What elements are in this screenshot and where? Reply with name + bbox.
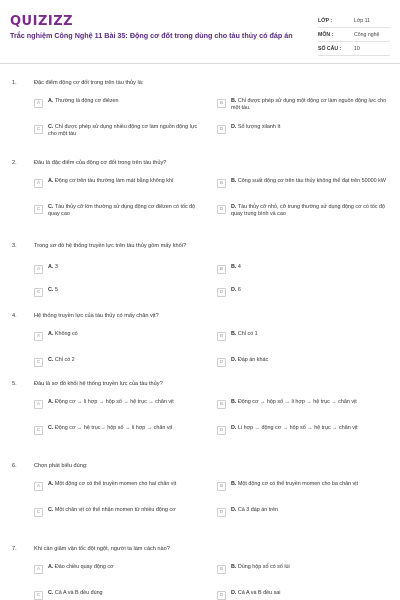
question-number: 2. <box>12 160 17 166</box>
answer-option-b[interactable] <box>217 564 387 574</box>
answer-option-d[interactable] <box>217 425 387 435</box>
option-prefix: A. <box>48 564 54 570</box>
option-prefix: B. <box>231 98 237 104</box>
question-number: 7. <box>12 546 17 552</box>
option-text: 3 <box>54 264 58 270</box>
option-letter-badge: D <box>217 288 226 297</box>
answer-option-b[interactable] <box>217 264 387 274</box>
option-text: Một động cơ có thể truyền momen cho hai chân vịt <box>54 481 177 487</box>
answer-option-b[interactable] <box>217 98 387 112</box>
option-text: Không có <box>54 331 78 337</box>
option-text-wrap <box>48 564 114 571</box>
option-text-wrap <box>48 590 103 597</box>
option-letter-badge: C <box>34 205 43 214</box>
option-text-wrap <box>48 399 174 406</box>
answer-option-d[interactable] <box>217 507 387 517</box>
option-text-wrap <box>48 124 204 138</box>
option-text: Động cơ → hệ trục→ hộp số → li hợp → chân vịt <box>54 425 173 431</box>
answer-option-b[interactable] <box>217 481 387 491</box>
option-text-wrap <box>48 481 176 488</box>
question-text: Đâu là đặc điểm của động cơ đốt trong trên tàu thủy? <box>34 160 167 166</box>
answer-option-a[interactable] <box>34 178 204 188</box>
answer-option-b[interactable] <box>217 178 387 188</box>
option-letter-badge: B <box>217 482 226 491</box>
option-prefix: B. <box>231 331 237 337</box>
option-text: Công suất động cơ trên tàu thủy không thể đạt trên 50000 kW <box>237 178 386 184</box>
option-letter-badge: B <box>217 99 226 108</box>
answer-option-c[interactable] <box>34 590 204 600</box>
option-letter-badge: A <box>34 99 43 108</box>
option-text-wrap <box>231 98 387 112</box>
answer-option-d[interactable] <box>217 287 387 297</box>
option-text: Chỉ có 1 <box>237 331 258 337</box>
option-text: Cả A và B đều sai <box>237 590 281 596</box>
option-text: Một động cơ có thể truyền momen cho ba chân vịt <box>237 481 359 487</box>
answer-option-a[interactable] <box>34 399 204 409</box>
option-letter-badge: A <box>34 482 43 491</box>
question-block <box>12 381 390 441</box>
option-text: Đảo chiều quay động cơ <box>54 564 114 570</box>
question-block <box>12 243 390 303</box>
option-text-wrap <box>48 264 58 271</box>
meta-key: LỚP : <box>318 17 333 24</box>
question-text: Chọn phát biểu đúng: <box>34 463 88 469</box>
meta-row-count <box>318 42 390 56</box>
answer-option-a[interactable] <box>34 98 204 108</box>
answer-option-d[interactable] <box>217 590 387 600</box>
question-block <box>12 80 390 140</box>
option-prefix: B. <box>231 481 237 487</box>
option-letter-badge: B <box>217 332 226 341</box>
answer-option-c[interactable] <box>34 507 204 517</box>
option-text-wrap <box>231 178 386 185</box>
option-prefix: D. <box>231 357 237 363</box>
option-prefix: A. <box>48 399 54 405</box>
option-prefix: A. <box>48 481 54 487</box>
answer-option-b[interactable] <box>217 399 387 409</box>
option-prefix: B. <box>231 178 237 184</box>
option-text: Số lượng xilanh ít <box>237 124 281 130</box>
answer-option-a[interactable] <box>34 264 204 274</box>
option-prefix: D. <box>231 124 237 130</box>
answer-option-c[interactable] <box>34 287 204 297</box>
meta-value: Lớp 11 <box>354 17 370 24</box>
option-text-wrap <box>231 590 280 597</box>
question-text: Đặc điểm động cơ đốt trong trên tàu thủy là: <box>34 80 144 86</box>
question-number: 1. <box>12 80 17 86</box>
answer-option-b[interactable] <box>217 331 387 341</box>
option-letter-badge: C <box>34 358 43 367</box>
question-number: 4. <box>12 313 17 319</box>
option-text: Động cơ trên tàu thường làm mát bằng không khí <box>54 178 174 184</box>
meta-row-subject <box>318 28 390 42</box>
question-text: Hệ thống truyền lực của tàu thủy có mấy chân vịt? <box>34 313 159 319</box>
answer-option-a[interactable] <box>34 481 204 491</box>
option-letter-badge: D <box>217 426 226 435</box>
option-text-wrap <box>48 204 204 218</box>
meta-value: Công nghệ <box>354 31 380 38</box>
option-letter-badge: A <box>34 400 43 409</box>
answer-option-c[interactable] <box>34 357 204 367</box>
option-letter-badge: B <box>217 400 226 409</box>
option-text: Li hợp → động cơ → hộp số → hệ trục → chân vịt <box>237 425 358 431</box>
question-number: 3. <box>12 243 17 249</box>
option-prefix: C. <box>48 204 54 210</box>
option-letter-badge: B <box>217 179 226 188</box>
option-text: Đáp án khác <box>237 357 269 363</box>
option-prefix: C. <box>48 425 54 431</box>
answer-option-a[interactable] <box>34 331 204 341</box>
option-prefix: C. <box>48 357 54 363</box>
option-letter-badge: C <box>34 591 43 600</box>
answer-option-d[interactable] <box>217 124 387 134</box>
option-prefix: A. <box>48 178 54 184</box>
option-text-wrap <box>231 399 357 406</box>
option-text: Cả 3 đáp án trên <box>237 507 279 513</box>
page-title: Trắc nghiệm Công Nghệ 11 Bài 35: Động cơ đốt trong dùng cho tàu thủy có đáp án <box>10 31 293 40</box>
option-prefix: B. <box>231 399 237 405</box>
option-text: Một chân vịt có thể nhận momen từ nhiều động cơ <box>54 507 176 513</box>
option-text-wrap <box>48 507 176 514</box>
answer-option-a[interactable] <box>34 564 204 574</box>
meta-row-grade <box>318 14 390 28</box>
option-text-wrap <box>231 425 358 432</box>
option-text-wrap <box>48 98 119 105</box>
option-text-wrap <box>231 357 268 364</box>
option-prefix: D. <box>231 507 237 513</box>
option-letter-badge: A <box>34 265 43 274</box>
answer-option-c[interactable] <box>34 425 204 435</box>
option-prefix: C. <box>48 590 54 596</box>
option-text-wrap <box>231 331 258 338</box>
option-letter-badge: C <box>34 426 43 435</box>
option-text-wrap <box>231 481 358 488</box>
meta-key: SỐ CÂU : <box>318 45 342 52</box>
quiz-meta <box>318 14 390 56</box>
option-text-wrap <box>231 564 290 571</box>
question-text: Khi cần giảm vận tốc đột ngột, người ta làm cách nào? <box>34 546 170 552</box>
option-prefix: C. <box>48 124 54 130</box>
option-letter-badge: A <box>34 332 43 341</box>
question-number: 6. <box>12 463 17 469</box>
option-text-wrap <box>48 178 173 185</box>
quizizz-logo: QUIZIZZ <box>10 14 74 29</box>
option-letter-badge: D <box>217 205 226 214</box>
option-text: Chỉ được phép sử dụng một động cơ làm nguồn động lực cho một tàu. <box>231 98 387 112</box>
option-text: Chỉ có 2 <box>54 357 75 363</box>
option-text-wrap <box>48 425 172 432</box>
option-prefix: D. <box>231 204 237 210</box>
option-text-wrap <box>231 264 241 271</box>
option-prefix: A. <box>48 264 54 270</box>
option-letter-badge: D <box>217 591 226 600</box>
option-text-wrap <box>48 357 75 364</box>
question-text: Trong sơ đồ hệ thống truyền lực trên tàu thủy gồm mấy khối? <box>34 243 187 249</box>
answer-option-c[interactable] <box>34 204 204 218</box>
option-text-wrap <box>231 287 241 294</box>
option-letter-badge: C <box>34 508 43 517</box>
option-prefix: C. <box>48 287 54 293</box>
option-text-wrap <box>231 507 278 514</box>
option-text: 4 <box>237 264 241 270</box>
option-text: Tàu thủy cỡ nhỏ, cỡ trung thường sử dụng động cơ có tốc độ quay trung bình và cao <box>231 204 386 218</box>
option-prefix: D. <box>231 287 237 293</box>
option-letter-badge: D <box>217 125 226 134</box>
answer-option-d[interactable] <box>217 204 387 218</box>
option-text-wrap <box>231 204 387 218</box>
option-prefix: D. <box>231 425 237 431</box>
option-letter-badge: B <box>217 565 226 574</box>
question-block <box>12 160 390 220</box>
answer-option-d[interactable] <box>217 357 387 367</box>
option-prefix: C. <box>48 507 54 513</box>
option-prefix: A. <box>48 331 54 337</box>
option-text: Dùng hộp số có số lùi <box>237 564 290 570</box>
option-text-wrap <box>48 331 78 338</box>
option-letter-badge: B <box>217 265 226 274</box>
option-prefix: B. <box>231 264 237 270</box>
option-text: 5 <box>54 287 58 293</box>
option-text: Động cơ → li hợp → hộp số → hệ trục → chân vịt <box>54 399 174 405</box>
page-header <box>0 0 400 64</box>
option-letter-badge: A <box>34 179 43 188</box>
question-block <box>12 463 390 523</box>
meta-value: 10 <box>354 45 360 52</box>
option-text-wrap <box>48 287 58 294</box>
option-text: 6 <box>237 287 241 293</box>
option-letter-badge: C <box>34 125 43 134</box>
option-letter-badge: C <box>34 288 43 297</box>
question-block <box>12 546 390 600</box>
option-text: Chỉ được phép sử dụng nhiều động cơ làm nguồn động lực cho một tàu <box>48 124 198 138</box>
option-letter-badge: A <box>34 565 43 574</box>
answer-option-c[interactable] <box>34 124 204 138</box>
option-letter-badge: D <box>217 508 226 517</box>
question-text: Đâu là sơ đồ khối hệ thống truyền lực của tàu thủy? <box>34 381 163 387</box>
option-text: Thường là động cơ điêzen <box>54 98 119 104</box>
option-prefix: D. <box>231 590 237 596</box>
meta-key: MÔN : <box>318 31 334 38</box>
option-text-wrap <box>231 124 280 131</box>
option-text: Cả A và B đều đúng <box>54 590 103 596</box>
option-text: Động cơ → hộp số → li hợp → hệ trục → chân vịt <box>237 399 357 405</box>
option-letter-badge: D <box>217 358 226 367</box>
question-number: 5. <box>12 381 17 387</box>
option-prefix: B. <box>231 564 237 570</box>
option-text: Tàu thủy cỡ lớn thường sử dụng động cơ điêzen có tốc độ quay cao <box>48 204 196 218</box>
question-block <box>12 313 390 373</box>
option-prefix: A. <box>48 98 54 104</box>
